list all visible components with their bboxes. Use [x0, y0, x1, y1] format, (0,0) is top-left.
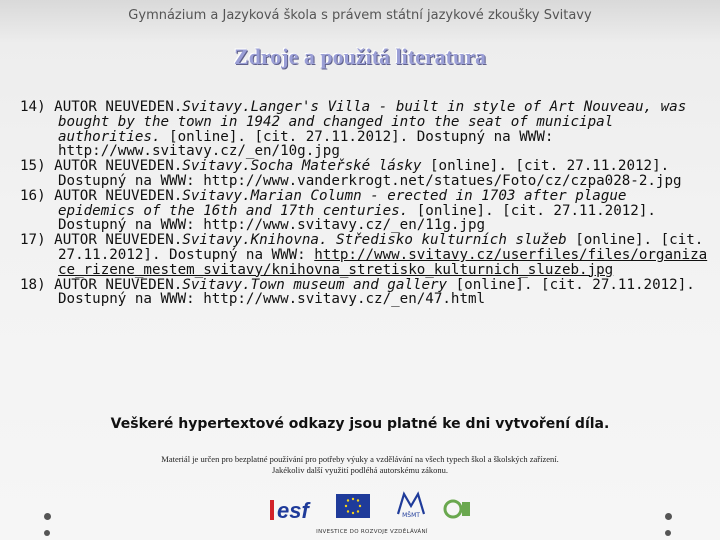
msmt-logo-text: MŠMT [402, 512, 420, 518]
corner-bullet-icon [665, 513, 672, 520]
reference-item [20, 100, 710, 159]
reference-item [20, 233, 710, 277]
reference-link[interactable]: http://www.svitavy.cz/userfiles/files/organizace_rizene_mestem_svitavy/knihovna_stretisko_kulturnich_sluzeb.jpg [58, 246, 708, 278]
reference-author: AUTOR NEUVEDEN. [54, 99, 183, 115]
reference-title: Svitavy.Socha Mateřské lásky [182, 158, 422, 175]
reference-author: AUTOR NEUVEDEN. [54, 187, 183, 204]
esf-logo-icon [270, 496, 330, 524]
corner-bullet-icon [44, 513, 51, 520]
eu-flag-icon [336, 494, 370, 518]
validity-statement: Veškeré hypertextové odkazy jsou platné ke dni vytvoření díla. [110, 416, 610, 432]
reference-details: [online]. [cit. 27.11.2012]. Dostupný na WWW: [58, 232, 704, 263]
esf-logo-text: esf [277, 498, 309, 523]
reference-details: [online]. [cit. 27.11.2012]. Dostupný na WWW: http://www.svitavy.cz/_en/47.html [58, 276, 695, 308]
reference-details: [online]. [cit. 27.11.2012]. Dostupný na WWW: http://www.vanderkrogt.net/statues/Foto/cz/czpa028-2.jpg [58, 158, 682, 189]
reference-number: 18) [20, 276, 46, 293]
reference-item [20, 159, 710, 189]
op-logo-icon [442, 498, 472, 520]
slide-title: Zdroje a použitá literatura [234, 44, 486, 69]
usage-note-line: Materiál je určen pro bezplatné používání pro potřeby výuky a vzdělávání na všech typech škol a školských zařízení. [161, 454, 559, 464]
reference-item [20, 278, 710, 308]
reference-list [20, 100, 710, 307]
reference-number: 14) [20, 99, 46, 115]
reference-item [20, 189, 710, 233]
reference-author: AUTOR NEUVEDEN. [54, 276, 183, 293]
school-header: Gymnázium a Jazyková škola s právem státní jazykové zkoušky Svitavy [128, 8, 592, 23]
investment-banner: INVESTICE DO ROZVOJE VZDĚLÁVÁNÍ [316, 529, 428, 535]
reference-title: Svitavy.Langer's Villa - built in style of Art Nouveau, was bought by the town in 1942 and changed into the seat of municipal authorities. [58, 99, 687, 145]
usage-note [0, 454, 720, 476]
reference-details: [online]. [cit. 27.11.2012]. Dostupný na WWW: http://www.svitavy.cz/_en/11g.jpg [58, 202, 656, 234]
reference-title: Svitavy.Knihovna. Středisko kulturních služeb [182, 232, 567, 249]
reference-title: Svitavy.Town museum and gallery [182, 276, 448, 293]
reference-author: AUTOR NEUVEDEN. [54, 158, 183, 175]
reference-number: 16) [20, 187, 46, 204]
reference-author: AUTOR NEUVEDEN. [54, 232, 183, 249]
reference-title: Svitavy.Marian Column - erected in 1703 after plague epidemics of the 16th and 17th centuries. [58, 187, 627, 219]
corner-bullet-icon [665, 530, 671, 536]
funding-logos [264, 490, 480, 536]
usage-note-line: Jakékoliv další využití podléhá autorskému zákonu. [271, 465, 449, 475]
msmt-logo-icon [394, 490, 428, 518]
reference-details: [online]. [cit. 27.11.2012]. Dostupný na WWW: http://www.svitavy.cz/_en/10g.jpg [58, 128, 554, 160]
reference-number: 17) [20, 232, 46, 249]
reference-number: 15) [20, 158, 46, 175]
corner-bullet-icon [44, 530, 50, 536]
